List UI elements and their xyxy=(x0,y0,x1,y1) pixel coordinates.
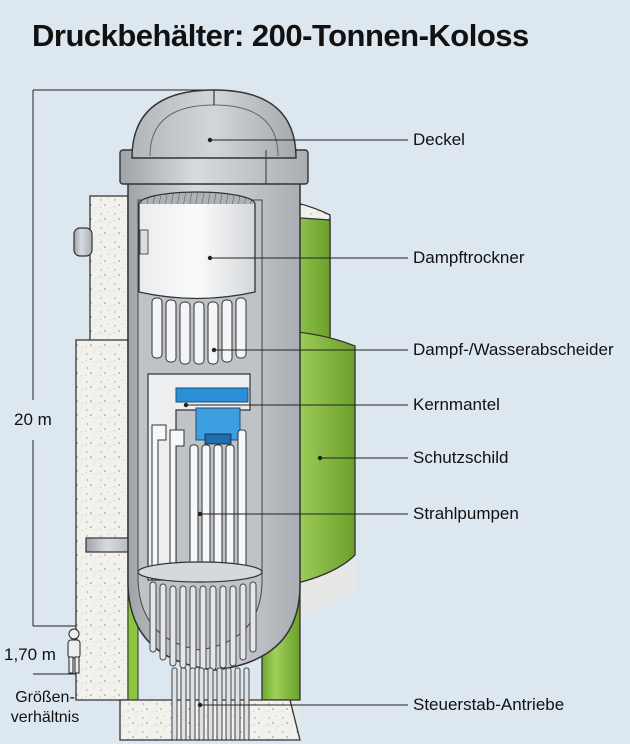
control-rod-tubes xyxy=(150,582,256,670)
label-abscheider: Dampf-/Wasserabscheider xyxy=(413,340,614,359)
left-nozzle xyxy=(74,228,92,256)
diagram-title: Druckbehälter: 200-Tonnen-Koloss xyxy=(32,18,529,53)
label-steuerstab: Steuerstab-Antriebe xyxy=(413,695,565,714)
label-kernmantel: Kernmantel xyxy=(413,395,500,414)
core-support-plate xyxy=(138,562,262,582)
label-dampftrockner: Dampftrockner xyxy=(413,248,525,267)
dimension-20m: 20 m xyxy=(14,410,52,429)
person-scale-figure xyxy=(68,629,80,673)
label-strahlpumpen: Strahlpumpen xyxy=(413,504,519,523)
label-schutzschild: Schutzschild xyxy=(413,448,509,467)
scale-caption-line2: verhältnis xyxy=(10,709,80,726)
control-rod-drives xyxy=(172,668,249,740)
dimension-1-70m: 1,70 m xyxy=(4,645,56,664)
label-deckel: Deckel xyxy=(413,130,465,149)
scale-caption-line1: Größen- xyxy=(15,689,75,706)
separator-tubes xyxy=(152,298,246,364)
vessel-lid xyxy=(120,90,308,184)
scale-caption xyxy=(10,688,80,728)
steam-dryer xyxy=(139,192,255,299)
